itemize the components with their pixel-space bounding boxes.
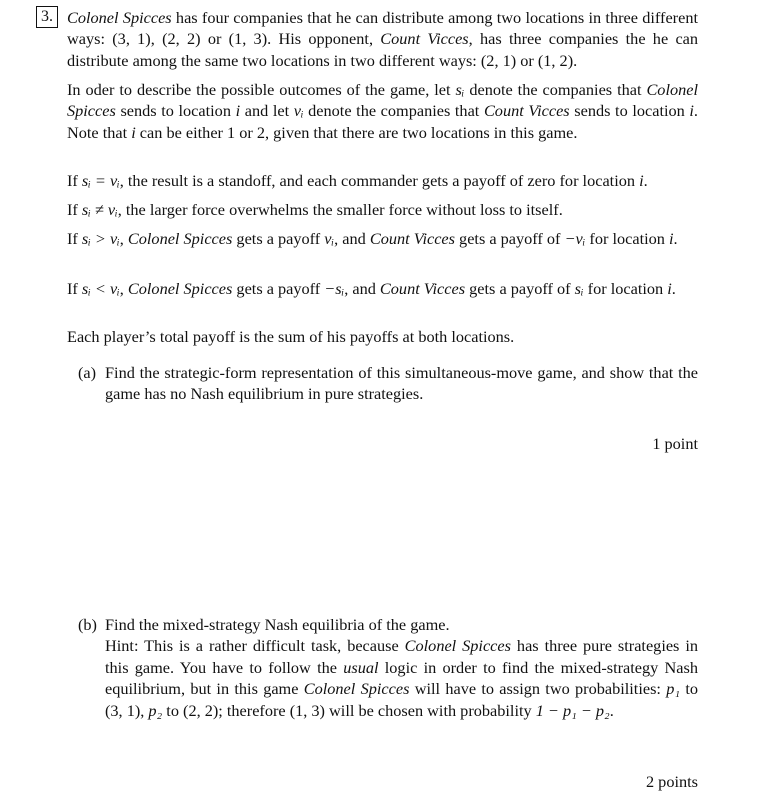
colonel-name: Colonel Spicces [303,679,410,699]
option-1-3: (1, 3) [228,29,268,49]
part-b-points: 2 points [645,772,698,791]
part-b [78,614,698,721]
count-name: Count Vicces [379,279,466,298]
count-name: Count Vicces [483,101,570,121]
part-b-hint: Hint: This is a rather difficult task, because Colonel Spicces has three pure strategies in this game. You have to follow the usual logic in order to find the mixed-strategy Nash equilibrium, but in this game Colonel Spicces will have to assign two probabilities: p₁ to (3, 1), p₂ to (2, 2); therefore (1, 3) will be chosen with probability 1 − p₁ − p₂. [105,636,699,720]
rule-less: If sᵢ < vᵢ, Colonel Spicces gets a payoff −sᵢ, and Count Vicces gets a payoff of sᵢ for location i. [67,279,676,298]
colonel-name: Colonel Spicces [127,229,233,248]
prob-p1: p₁ [666,679,681,699]
prob-p2: p₂ [148,700,163,720]
describe-paragraph: In oder to describe the possible outcomes of the game, let sᵢ denote the companies that Colonel Spicces sends to location i and let vᵢ denote the companies that Count Vicces sends to location i. Note that i can be either 1 or 2, given that there are two locations in this game. [67,80,698,142]
part-a-label: (a) [78,363,97,382]
count-name: Count Vicces [369,229,455,248]
part-b-text: Find the mixed-strategy Nash equilibria of the game. [105,615,450,634]
colonel-name: Colonel Spicces [404,636,511,656]
rule-equal: If sᵢ = vᵢ, the result is a standoff, and each commander gets a payoff of zero for location i. [67,171,648,190]
colonel-name: Colonel Spicces [67,80,698,121]
option-2-1: (2, 1) [480,50,517,70]
condition-equal: sᵢ = vᵢ [81,171,120,190]
intro-paragraph: Colonel Spicces has four companies that he can distribute among two locations in three different ways: (3, 1), (2, 2) or (1, 3). His opponent, Count Vicces, has three companies the he can distribute among the same two locations in two different ways: (2, 1) or (1, 2). [67,8,699,70]
option-2-2: (2, 2) [162,29,201,49]
var-v: vᵢ [293,101,304,121]
var-s: sᵢ [455,80,465,99]
count-name: Count Vicces [380,29,469,49]
rule-not-equal: If sᵢ ≠ vᵢ, the larger force overwhelms the smaller force without loss to itself. [67,200,563,219]
part-a-text: Find the strategic-form representation of this simultaneous-move game, and show that the game has no Nash equilibrium in pure strategies. [105,363,698,404]
option-1-2: (1, 2) [537,50,574,70]
total-payoff-sentence: Each player’s total payoff is the sum of his payoffs at both locations. [67,327,515,346]
condition-less: sᵢ < vᵢ [81,279,120,298]
usual-emphasis: usual [343,657,379,677]
question-number: 3. [36,6,58,28]
condition-not-equal: sᵢ ≠ vᵢ [81,200,118,219]
part-b-label: (b) [78,615,97,634]
colonel-name: Colonel Spicces [67,8,172,27]
part-a [78,362,698,405]
colonel-name: Colonel Spicces [127,279,233,298]
option-3-1: (3, 1) [112,29,151,49]
part-a-points: 1 point [652,434,698,453]
prob-expression: 1 − p₁ − p₂ [535,700,610,720]
rule-greater: If sᵢ > vᵢ, Colonel Spicces gets a payoff vᵢ, and Count Vicces gets a payoff of −vᵢ for location i. [67,229,678,248]
condition-greater: sᵢ > vᵢ [81,229,120,248]
